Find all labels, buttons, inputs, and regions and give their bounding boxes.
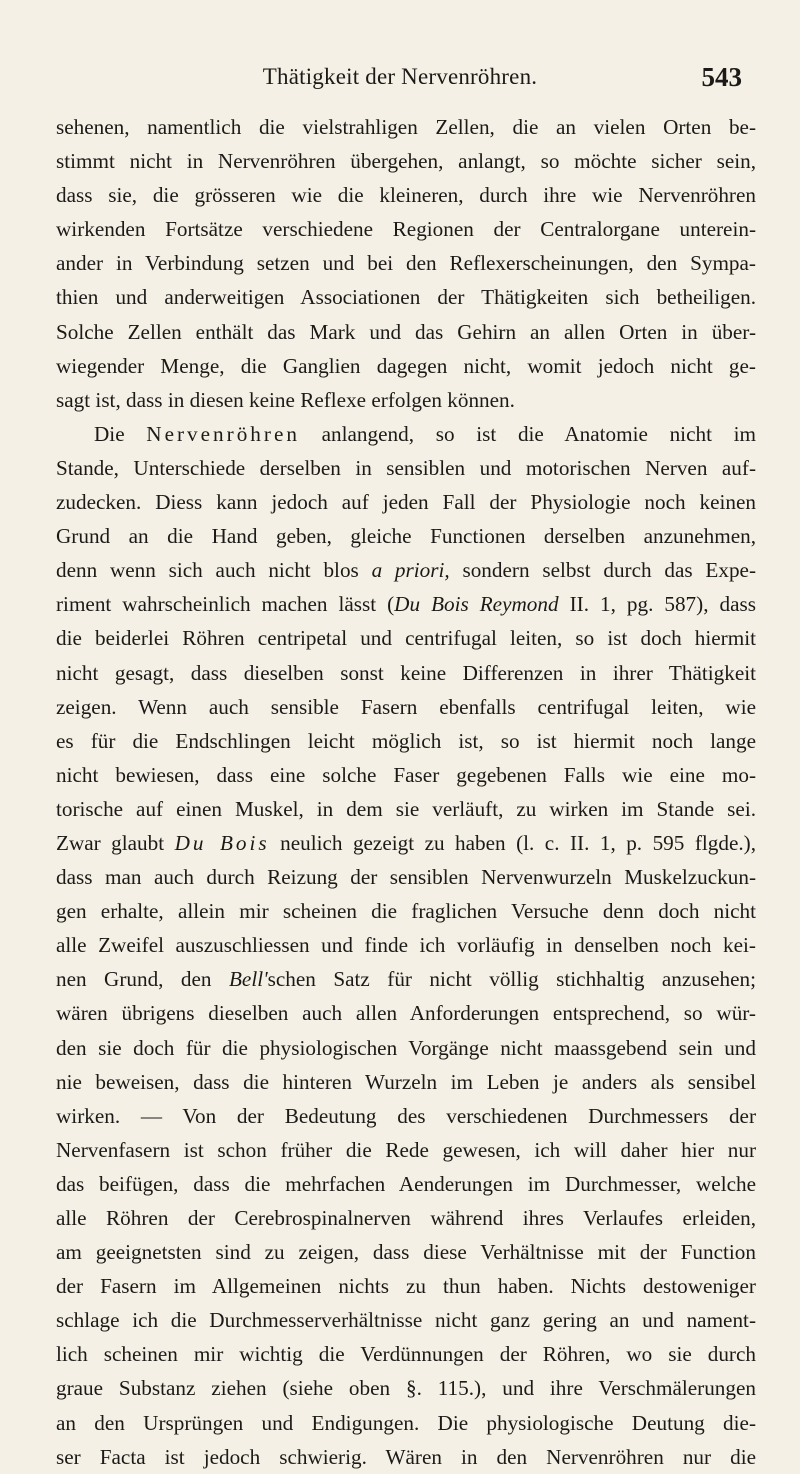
text-line: den sie doch für die physiologischen Vorgänge nicht maassgebend sein und	[56, 1035, 756, 1060]
text-line	[56, 587, 756, 621]
text-line: das beifügen, dass die mehrfachen Aenderungen im Durchmesser, welche	[56, 1171, 756, 1196]
text-run: sondern selbst durch das Expe-	[449, 558, 756, 583]
text-line: schlage ich die Durchmesserverhältnisse nicht ganz gering an und nament-	[56, 1308, 756, 1333]
text-run: neulich gezeigt zu haben (l. c. II. 1, p. 595 flgde.),	[269, 830, 756, 855]
text-line: an den Ursprüngen und Endigungen. Die physiologische Deutung die-	[56, 1410, 756, 1435]
text-run: denn wenn sich auch nicht blos	[56, 558, 372, 583]
text-line	[56, 417, 756, 451]
text-line: nie beweisen, dass die hinteren Wurzeln im Leben je anders als sensibel	[56, 1069, 756, 1094]
text-run: Die	[94, 421, 147, 446]
text-line: es für die Endschlingen leicht möglich ist, so ist hiermit noch lange	[56, 728, 756, 753]
text-line: sagt ist, dass in diesen keine Reflexe erfolgen können.	[56, 387, 515, 412]
text-run: II. 1, pg. 587), dass	[558, 592, 756, 617]
text-line	[56, 962, 756, 996]
body-text	[56, 110, 756, 1474]
text-line: ser Facta ist jedoch schwierig. Wären in den Nervenröhren nur die	[56, 1444, 756, 1469]
text-line: lich scheinen mir wichtig die Verdünnungen der Röhren, wo sie durch	[56, 1342, 756, 1367]
italic-term: a priori,	[371, 558, 450, 583]
text-line: dass man auch durch Reizung der sensiblen Nervenwurzeln Muskelzuckun-	[56, 865, 756, 890]
text-line: dass sie, die grösseren wie die kleineren, durch ihre wie Nervenröhren	[56, 183, 756, 208]
page-header	[0, 64, 800, 94]
text-run: riment wahrscheinlich machen lässt (	[56, 592, 395, 617]
text-line: wirken. — Von der Bedeutung des verschiedenen Durchmessers der	[56, 1103, 756, 1128]
page-number: 543	[701, 62, 742, 92]
text-line: wiegender Menge, die Ganglien dagegen nicht, womit jedoch nicht ge-	[56, 353, 756, 378]
text-line: am geeignetsten sind zu zeigen, dass diese Verhältnisse mit der Function	[56, 1240, 756, 1265]
text-line: alle Zweifel auszuschliessen und finde ich vorläufig in denselben noch kei-	[56, 933, 756, 958]
text-line: alle Röhren der Cerebrospinalnerven während ihres Verlaufes erleiden,	[56, 1206, 756, 1230]
text-line: Stande, Unterschiede derselben in sensiblen und motorischen Nerven auf-	[56, 455, 756, 480]
text-line: die beiderlei Röhren centripetal und centrifugal leiten, so ist doch hiermit	[56, 626, 756, 651]
text-line: Grund an die Hand geben, gleiche Functionen derselben anzunehmen,	[56, 524, 756, 549]
running-head: Thätigkeit der Nervenröhren.	[262, 64, 538, 89]
text-line: graue Substanz ziehen (siehe oben §. 115.), und ihre Verschmälerungen	[56, 1376, 756, 1401]
author-name: Du Bois Reymond	[394, 592, 559, 617]
text-line: torische auf einen Muskel, in dem sie verläuft, zu wirken im Stande sei.	[56, 796, 756, 821]
text-line: Nervenfasern ist schon früher die Rede gewesen, ich will daher hier nur	[56, 1137, 756, 1162]
text-line: zudecken. Diess kann jedoch auf jeden Fall der Physiologie noch keinen	[56, 490, 756, 515]
author-name: Du Bois	[174, 830, 270, 855]
text-line: stimmt nicht in Nervenröhren übergehen, anlangt, so möchte sicher sein,	[56, 149, 756, 174]
text-line: ander in Verbindung setzen und bei den Reflexerscheinungen, den Sympa-	[56, 251, 756, 276]
text-line: wirkenden Fortsätze verschiedene Regionen der Centralorgane unterein-	[56, 217, 756, 242]
text-run: nen Grund, den	[56, 967, 229, 992]
text-line: gen erhalte, allein mir scheinen die fraglichen Versuche denn doch nicht	[56, 899, 756, 924]
text-line: nicht bewiesen, dass eine solche Faser gegebenen Falls wie eine mo-	[56, 762, 756, 787]
text-run: anlangend, so ist die Anatomie nicht im	[299, 421, 756, 446]
text-line: thien und anderweitigen Associationen der Thätigkeiten sich betheiligen.	[56, 285, 756, 310]
text-line	[56, 826, 756, 860]
text-line: wären übrigens dieselben auch allen Anforderungen entsprechend, so wür-	[56, 1001, 756, 1026]
text-line: der Fasern im Allgemeinen nichts zu thun haben. Nichts destoweniger	[56, 1274, 756, 1299]
text-line: Solche Zellen enthält das Mark und das Gehirn an allen Orten in über-	[56, 319, 756, 344]
text-line: nicht gesagt, dass dieselben sonst keine Differenzen in ihrer Thätigkeit	[56, 660, 756, 685]
text-line: sehenen, namentlich die vielstrahligen Zellen, die an vielen Orten be-	[56, 115, 756, 139]
text-line	[56, 553, 756, 587]
text-line: zeigen. Wenn auch sensible Fasern ebenfalls centrifugal leiten, wie	[56, 694, 756, 719]
text-run: Zwar glaubt	[56, 830, 175, 855]
spaced-term: Nervenröhren	[146, 421, 300, 446]
text-run: schen Satz für nicht völlig stichhaltig anzusehen;	[267, 967, 756, 992]
author-name: Bell'	[228, 967, 268, 992]
